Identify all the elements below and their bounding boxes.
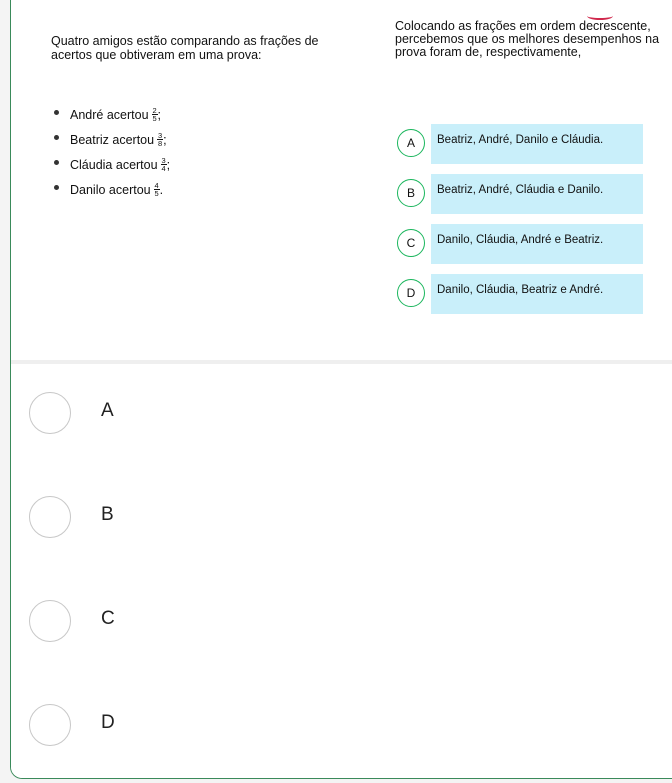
statement-option-d xyxy=(397,274,667,314)
option-letter: B xyxy=(397,179,425,207)
option-text: Beatriz, André, Cláudia e Danilo. xyxy=(431,174,643,214)
fraction: $\frac{3}{8}$ xyxy=(157,131,163,148)
answer-label: C xyxy=(101,608,115,629)
option-letter: A xyxy=(397,129,425,157)
fraction: $\frac{4}{5}$ xyxy=(154,181,159,198)
option-letter: C xyxy=(397,229,425,257)
answer-choice-d[interactable] xyxy=(11,676,672,779)
intro-text: Quatro amigos estão comparando as frações de acertos que obtiveram em uma prova: xyxy=(51,34,319,62)
question-statement xyxy=(11,0,672,360)
answer-label: B xyxy=(101,504,114,525)
radio-button[interactable] xyxy=(29,496,71,538)
friend-name: Danilo acertou xyxy=(70,182,151,197)
radio-button[interactable] xyxy=(29,600,71,642)
option-text: Beatriz, André, Danilo e Cláudia. xyxy=(431,124,643,164)
friend-name: Beatriz acertou xyxy=(70,132,155,147)
radio-button[interactable] xyxy=(29,392,71,434)
option-text: Danilo, Cláudia, André e Beatriz. xyxy=(431,224,643,264)
friend-name: André acertou xyxy=(70,107,149,122)
statement-option-b xyxy=(397,174,667,214)
answer-label: A xyxy=(101,400,114,421)
list-item: Beatriz acertou $\frac{3}{8}$ ; xyxy=(51,127,170,152)
option-text: Danilo, Cláudia, Beatriz e André. xyxy=(431,274,643,314)
list-item: Cláudia acertou $\frac{3}{4}$ ; xyxy=(51,152,170,177)
friends-list xyxy=(51,102,170,202)
fraction: $\frac{2}{5}$ xyxy=(152,106,157,123)
list-item: André acertou $\frac{2}{5}$ ; xyxy=(51,102,170,127)
answer-choice-a[interactable] xyxy=(11,364,672,469)
answer-choice-b[interactable] xyxy=(11,468,672,573)
option-letter: D xyxy=(397,279,425,307)
answer-choice-c[interactable] xyxy=(11,572,672,677)
answer-label: D xyxy=(101,712,115,733)
statement-option-a xyxy=(397,124,667,164)
statement-option-c xyxy=(397,224,667,264)
list-item: Danilo acertou $\frac{4}{5}$ . xyxy=(51,177,170,202)
fraction: $\frac{3}{4}$ xyxy=(161,156,166,173)
friend-name: Cláudia acertou xyxy=(70,157,158,172)
radio-button[interactable] xyxy=(29,704,71,746)
question-text: Colocando as frações em ordem decrescente, percebemos que os melhores desempenhos na prova foram de, respectivamente, xyxy=(395,19,660,59)
question-card xyxy=(10,0,672,779)
